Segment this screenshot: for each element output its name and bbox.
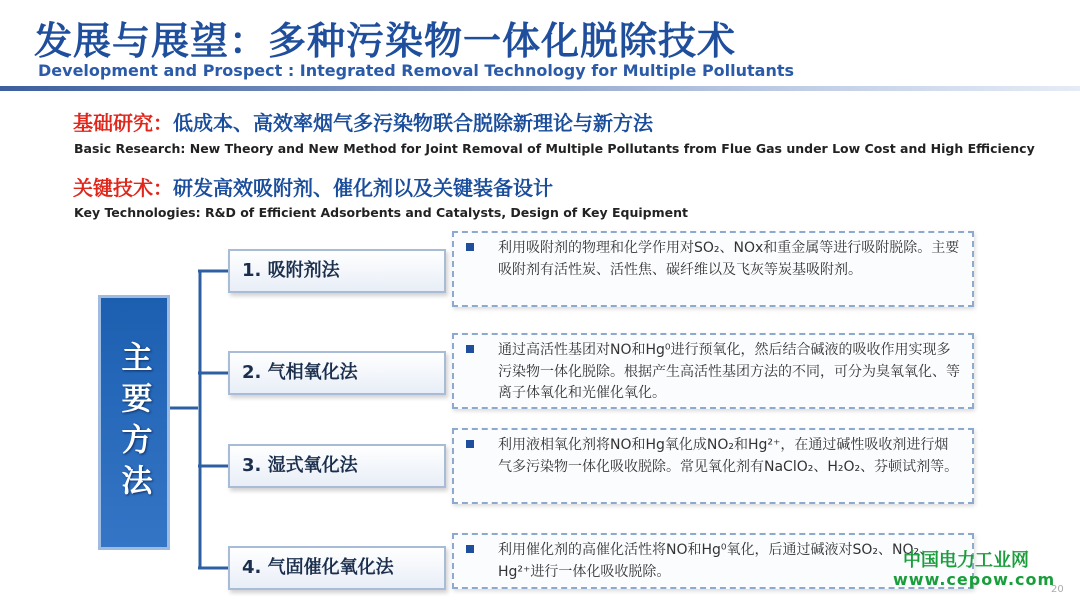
slide-subtitle-en: Development and Prospect : Integrated Removal Technology for Multiple Pollutants (38, 61, 795, 80)
method-gas-phase-oxidation: 2. 气相氧化法 (228, 351, 446, 395)
method-gas-solid-catalytic-oxidation: 4. 气固催化氧化法 (228, 546, 446, 590)
key-tech-text: 研发高效吸附剂、催化剂以及关键装备设计 (173, 176, 553, 200)
key-tech-en: Key Technologies: R&D of Efficient Adsorbents and Catalysts, Design of Key Equipment (74, 205, 689, 220)
bullet-square-icon (466, 243, 474, 251)
desc-wet-oxidation-text: 利用液相氧化剂将NO和Hg氧化成NO₂和Hg²⁺，在通过碱性吸收剂进行烟气多污染物一体化吸收脱除。常见氧化剂有NaClO₂、H₂O₂、芬顿试剂等。 (498, 437, 959, 475)
key-tech-label: 关键技术： (73, 176, 173, 200)
watermark-site-name: 中国电力工业网 (903, 550, 1029, 571)
desc-adsorbent (452, 231, 974, 307)
slide-title: 发展与展望：多种污染物一体化脱除技术 (34, 19, 737, 63)
main-methods-label: 主要方法 (115, 340, 152, 505)
bullet-square-icon (466, 440, 474, 448)
desc-gas-phase-oxidation (452, 333, 974, 409)
page-number: 20 (1051, 584, 1064, 595)
desc-gas-phase-oxidation-text: 通过高活性基团对NO和Hg⁰进行预氧化，然后结合碱液的吸收作用实现多污染物一体化脱除。根据产生高活性基团方法的不同，可分为臭氧氧化、等离子体氧化和光催化氧化。 (498, 342, 960, 401)
basic-research-text: 低成本、高效率烟气多污染物联合脱除新理论与新方法 (173, 111, 653, 135)
method-adsorbent: 1. 吸附剂法 (228, 249, 446, 293)
desc-gas-solid-catalytic-oxidation-text: 利用催化剂的高催化活性将NO和Hg⁰氧化，后通过碱液对SO₂、NO₂、Hg²⁺进行一体化吸收脱除。 (498, 542, 934, 580)
desc-adsorbent-text: 利用吸附剂的物理和化学作用对SO₂、NOx和重金属等进行吸附脱除。主要吸附剂有活性炭、活性焦、碳纤维以及飞灰等炭基吸附剂。 (498, 240, 960, 278)
basic-research-label: 基础研究： (73, 111, 173, 135)
basic-research-en: Basic Research: New Theory and New Method for Joint Removal of Multiple Pollutants from Flue Gas under Low Cost and High Efficiency (74, 141, 1035, 156)
bullet-square-icon (466, 545, 474, 553)
method-wet-oxidation: 3. 湿式氧化法 (228, 444, 446, 488)
main-methods-box (98, 295, 170, 550)
watermark-url: www.cepow.com (893, 570, 1056, 589)
bullet-square-icon (466, 345, 474, 353)
desc-wet-oxidation (452, 428, 974, 504)
